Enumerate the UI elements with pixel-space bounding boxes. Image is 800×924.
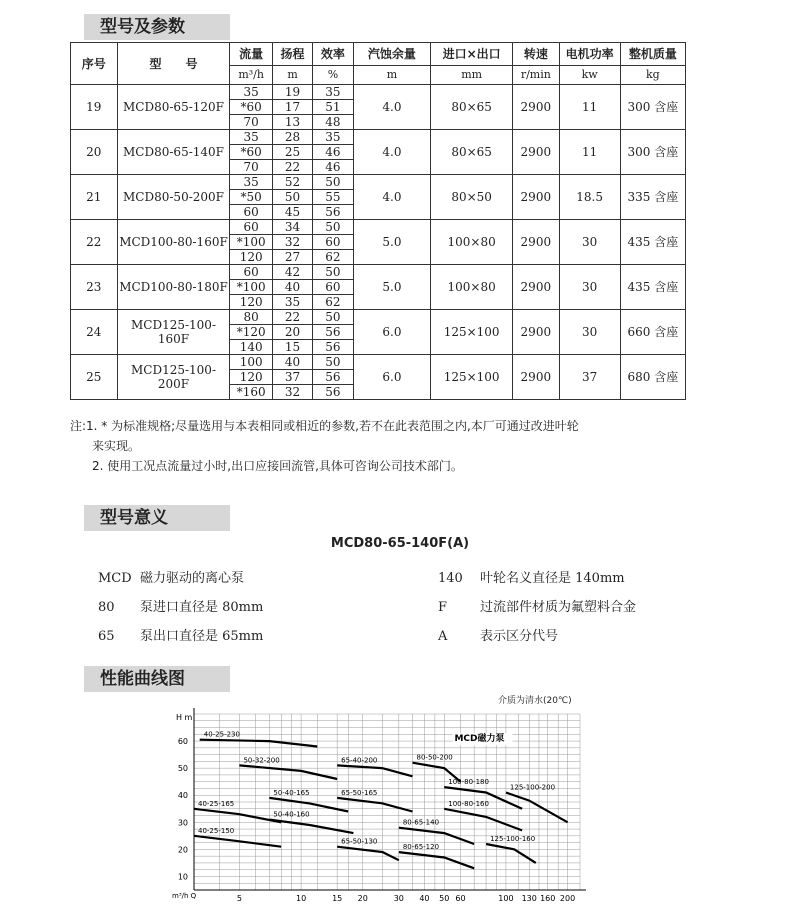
col-mass: 整机质量 — [620, 43, 685, 66]
row-npsh: 5.0 — [353, 220, 431, 265]
eff-cell: 60 — [313, 235, 353, 250]
row-mass: 435 含座 — [620, 265, 685, 310]
meaning-item: F 过流部件材质为氟塑料合金 — [438, 600, 637, 615]
eff-cell: 48 — [313, 115, 353, 130]
unit-mass: kg — [620, 66, 685, 85]
series-curve — [200, 740, 318, 747]
x-tick-label: 160 — [540, 894, 556, 903]
row-npsh: 5.0 — [353, 265, 431, 310]
series-label: 65-50-165 — [341, 788, 378, 797]
notes — [70, 416, 700, 476]
meaning-item: 65 泵出口直径是 65mm — [98, 629, 264, 644]
unit-flow: m³/h — [230, 66, 272, 85]
note-1-cont: 来实现。 — [92, 439, 141, 453]
row-speed: 2900 — [513, 130, 560, 175]
row-io: 125×100 — [431, 310, 513, 355]
row-io: 80×65 — [431, 130, 513, 175]
series-label: 50-32-200 — [243, 756, 280, 765]
row-speed: 2900 — [513, 175, 560, 220]
row-model: MCD125-100-200F — [117, 355, 230, 400]
flow-cell: 60 — [230, 220, 272, 235]
x-axis-label: m³/h Q — [172, 892, 197, 900]
y-tick-label: 10 — [177, 872, 188, 882]
col-model: 型 号 — [117, 43, 230, 85]
table-row — [71, 85, 686, 100]
head-cell: 34 — [272, 220, 312, 235]
row-io: 100×80 — [431, 265, 513, 310]
series-label: 80-50-200 — [416, 753, 453, 762]
y-tick-label: 60 — [177, 737, 188, 747]
row-power: 11 — [559, 85, 620, 130]
row-io: 125×100 — [431, 355, 513, 400]
head-cell: 40 — [272, 355, 312, 370]
eff-cell: 50 — [313, 310, 353, 325]
flow-cell: *50 — [230, 190, 272, 205]
eff-cell: 46 — [313, 145, 353, 160]
unit-npsh: m — [353, 66, 431, 85]
section-title-model-meaning: 型号意义 — [84, 505, 230, 531]
eff-cell: 56 — [313, 205, 353, 220]
flow-cell: 140 — [230, 340, 272, 355]
col-speed: 转速 — [513, 43, 560, 66]
series-curve — [269, 820, 353, 834]
row-mass: 680 含座 — [620, 355, 685, 400]
series-label: 65-40-200 — [341, 756, 378, 765]
series-label: 80-65-140 — [402, 818, 440, 827]
flow-cell: 80 — [230, 310, 272, 325]
y-tick-label: 20 — [177, 845, 188, 855]
series-label: 100-80-180 — [448, 778, 489, 787]
eff-cell: 62 — [313, 295, 353, 310]
x-tick-label: 50 — [439, 894, 450, 903]
row-model: MCD100-80-160F — [117, 220, 230, 265]
eff-cell: 51 — [313, 100, 353, 115]
head-cell: 17 — [272, 100, 312, 115]
col-head: 扬程 — [272, 43, 312, 66]
x-tick-label: 40 — [419, 894, 430, 903]
series-label: 40-25-150 — [198, 826, 235, 835]
row-speed: 2900 — [513, 265, 560, 310]
head-cell: 52 — [272, 175, 312, 190]
table-row — [71, 130, 686, 145]
flow-cell: 60 — [230, 205, 272, 220]
flow-cell: 35 — [230, 130, 272, 145]
row-power: 37 — [559, 355, 620, 400]
row-io: 100×80 — [431, 220, 513, 265]
x-tick-label: 200 — [559, 894, 576, 903]
flow-cell: 120 — [230, 250, 272, 265]
row-no: 23 — [71, 265, 118, 310]
y-axis-label: H m — [176, 713, 193, 722]
head-cell: 42 — [272, 265, 312, 280]
series-label: 50-40-160 — [273, 810, 310, 819]
series-curve — [486, 844, 536, 863]
flow-cell: *60 — [230, 145, 272, 160]
spec-table — [70, 42, 686, 400]
row-model: MCD100-80-180F — [117, 265, 230, 310]
series-label: 125-100-160 — [490, 834, 536, 843]
head-cell: 20 — [272, 325, 312, 340]
series-label: 50-40-165 — [273, 788, 310, 797]
eff-cell: 50 — [313, 265, 353, 280]
row-no: 24 — [71, 310, 118, 355]
meaning-item: A 表示区分代号 — [438, 629, 559, 644]
x-tick-label: 10 — [296, 894, 307, 903]
row-power: 30 — [559, 265, 620, 310]
section-title-performance: 性能曲线图 — [84, 666, 230, 692]
series-label: 125-100-200 — [509, 783, 556, 792]
flow-cell: 120 — [230, 370, 272, 385]
row-npsh: 6.0 — [353, 310, 431, 355]
head-cell: 28 — [272, 130, 312, 145]
series-curve — [194, 836, 281, 847]
col-no: 序号 — [71, 43, 118, 85]
row-no: 20 — [71, 130, 118, 175]
unit-io: mm — [431, 66, 513, 85]
series-label: 40-25-230 — [203, 730, 240, 739]
meaning-item: 80 泵进口直径是 80mm — [98, 600, 264, 615]
chart-title: MCD磁力泵 — [454, 734, 505, 745]
row-speed: 2900 — [513, 85, 560, 130]
head-cell: 22 — [272, 310, 312, 325]
series-label: 80-65-120 — [402, 843, 440, 852]
flow-cell: *120 — [230, 325, 272, 340]
y-tick-label: 30 — [177, 818, 188, 828]
flow-cell: *160 — [230, 385, 272, 400]
x-tick-label: 100 — [498, 894, 514, 903]
row-npsh: 6.0 — [353, 355, 431, 400]
table-row — [71, 220, 686, 235]
head-cell: 32 — [272, 235, 312, 250]
flow-cell: 35 — [230, 85, 272, 100]
col-io: 进口×出口 — [431, 43, 513, 66]
row-model: MCD80-50-200F — [117, 175, 230, 220]
row-npsh: 4.0 — [353, 175, 431, 220]
unit-speed: r/min — [513, 66, 560, 85]
series-curve — [399, 852, 474, 868]
row-no: 19 — [71, 85, 118, 130]
performance-chart — [160, 700, 600, 920]
eff-cell: 60 — [313, 280, 353, 295]
meaning-item: 140 叶轮名义直径是 140mm — [438, 571, 625, 586]
row-power: 11 — [559, 130, 620, 175]
flow-cell: *60 — [230, 100, 272, 115]
eff-cell: 56 — [313, 385, 353, 400]
x-tick-label: 15 — [332, 894, 343, 903]
row-mass: 335 含座 — [620, 175, 685, 220]
row-no: 22 — [71, 220, 118, 265]
row-power: 30 — [559, 310, 620, 355]
eff-cell: 55 — [313, 190, 353, 205]
row-model: MCD125-100-160F — [117, 310, 230, 355]
table-row — [71, 265, 686, 280]
head-cell: 37 — [272, 370, 312, 385]
row-mass: 300 含座 — [620, 130, 685, 175]
row-power: 18.5 — [559, 175, 620, 220]
series-label: 100-80-160 — [448, 799, 489, 808]
row-speed: 2900 — [513, 220, 560, 265]
row-npsh: 4.0 — [353, 85, 431, 130]
eff-cell: 50 — [313, 220, 353, 235]
y-tick-label: 40 — [177, 791, 188, 801]
unit-eff: % — [313, 66, 353, 85]
eff-cell: 50 — [313, 355, 353, 370]
series-curve — [337, 847, 399, 861]
flow-cell: 35 — [230, 175, 272, 190]
x-tick-label: 60 — [455, 894, 466, 903]
flow-cell: 70 — [230, 160, 272, 175]
row-npsh: 4.0 — [353, 130, 431, 175]
x-tick-label: 30 — [393, 894, 404, 903]
eff-cell: 50 — [313, 175, 353, 190]
head-cell: 25 — [272, 145, 312, 160]
chart-medium-note: 介质为清水(20℃) — [498, 696, 572, 706]
series-curve — [239, 765, 337, 779]
unit-head: m — [272, 66, 312, 85]
col-npsh: 汽蚀余量 — [353, 43, 431, 66]
row-no: 21 — [71, 175, 118, 220]
series-curve — [444, 809, 522, 831]
eff-cell: 56 — [313, 370, 353, 385]
head-cell: 35 — [272, 295, 312, 310]
x-tick-label: 20 — [357, 894, 368, 903]
section-title-specs: 型号及参数 — [84, 14, 230, 40]
table-row — [71, 175, 686, 190]
eff-cell: 35 — [313, 85, 353, 100]
unit-power: kw — [559, 66, 620, 85]
series-label: 40-25-165 — [198, 799, 235, 808]
row-mass: 300 含座 — [620, 85, 685, 130]
flow-cell: 60 — [230, 265, 272, 280]
eff-cell: 62 — [313, 250, 353, 265]
col-eff: 效率 — [313, 43, 353, 66]
flow-cell: 120 — [230, 295, 272, 310]
head-cell: 27 — [272, 250, 312, 265]
row-speed: 2900 — [513, 310, 560, 355]
model-example: MCD80-65-140F(A) — [330, 536, 470, 551]
head-cell: 32 — [272, 385, 312, 400]
table-row — [71, 310, 686, 325]
head-cell: 13 — [272, 115, 312, 130]
table-row — [71, 355, 686, 370]
row-io: 80×65 — [431, 85, 513, 130]
head-cell: 50 — [272, 190, 312, 205]
note-2: 2. 使用工况点流量过小时,出口应接回流管,具体可咨询公司技术部门。 — [92, 459, 463, 473]
row-no: 25 — [71, 355, 118, 400]
row-io: 80×50 — [431, 175, 513, 220]
eff-cell: 56 — [313, 340, 353, 355]
head-cell: 15 — [272, 340, 312, 355]
flow-cell: *100 — [230, 280, 272, 295]
row-power: 30 — [559, 220, 620, 265]
eff-cell: 56 — [313, 325, 353, 340]
row-mass: 435 含座 — [620, 220, 685, 265]
row-model: MCD80-65-140F — [117, 130, 230, 175]
y-tick-label: 50 — [177, 764, 188, 774]
flow-cell: 100 — [230, 355, 272, 370]
note-1: 注:1. * 为标准规格;尽量选用与本表相同或相近的参数,若不在此表范围之内,本厂可通过改进叶轮 — [70, 419, 579, 433]
col-flow: 流量 — [230, 43, 272, 66]
head-cell: 22 — [272, 160, 312, 175]
flow-cell: *100 — [230, 235, 272, 250]
x-tick-label: 130 — [521, 894, 537, 903]
eff-cell: 35 — [313, 130, 353, 145]
eff-cell: 46 — [313, 160, 353, 175]
head-cell: 40 — [272, 280, 312, 295]
col-power: 电机功率 — [559, 43, 620, 66]
row-mass: 660 含座 — [620, 310, 685, 355]
row-model: MCD80-65-120F — [117, 85, 230, 130]
head-cell: 45 — [272, 205, 312, 220]
flow-cell: 70 — [230, 115, 272, 130]
series-label: 65-50-130 — [341, 837, 378, 846]
head-cell: 19 — [272, 85, 312, 100]
x-tick-label: 5 — [236, 894, 242, 903]
row-speed: 2900 — [513, 355, 560, 400]
meaning-item: MCD 磁力驱动的离心泵 — [98, 571, 245, 586]
